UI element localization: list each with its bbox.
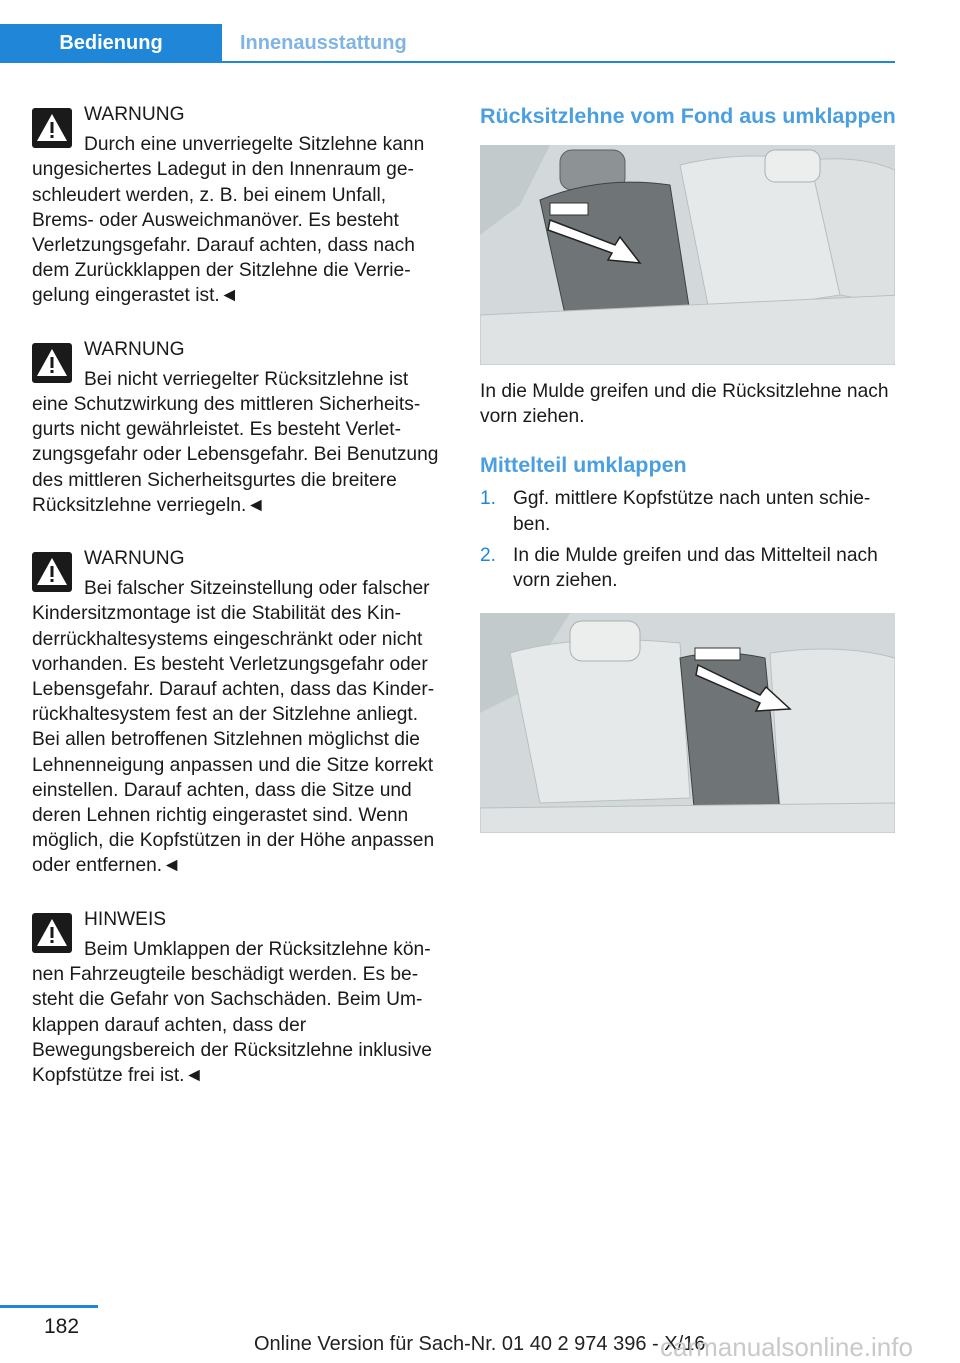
notice-title: HINWEIS: [84, 908, 167, 930]
list-item: [480, 543, 896, 593]
watermark: carmanualsonline.info: [660, 1332, 913, 1362]
warning-block: [32, 102, 448, 309]
step-text: In die Mulde greifen und das Mittelteil nach vorn ziehen.: [513, 544, 878, 592]
steps-list: [480, 486, 896, 593]
warning-triangle-icon: [32, 552, 72, 592]
warning-text: Durch eine unverriegelte Sitzlehne kann ungesichertes Ladegut in den Innenraum geschleudert werden, z. B. bei einem Unfall, Brems- oder Ausweichmanöver. Es besteht Verletzungsgefahr. Darauf achten, dass nach dem Zurückklappen der Sitzlehne die Verriegelung eingerastet ist.◄: [32, 134, 425, 307]
list-item: [480, 486, 896, 536]
step-number: 2.: [480, 544, 497, 566]
section-heading-fold-center: Mittelteil umklappen: [480, 453, 687, 478]
rear-seat-backrest-illustration: [480, 145, 895, 365]
step-text: Ggf. mittlere Kopfstütze nach unten schieben.: [513, 488, 871, 535]
fold-backrest-caption: In die Mulde greifen und die Rücksitzlehne nach vorn ziehen.: [480, 381, 889, 428]
footer-rule: [0, 1305, 98, 1308]
online-version-text: Online Version für Sach-Nr. 01 40 2 974 396 - X/16: [254, 1333, 706, 1355]
warning-triangle-icon: [32, 913, 72, 953]
header-rule: [0, 61, 895, 63]
warning-triangle-icon: [32, 108, 72, 148]
section-heading-fold-backrest: Rücksitzlehne vom Fond aus umklappen: [480, 104, 896, 128]
warning-triangle-icon: [32, 343, 72, 383]
tab-bedienung[interactable]: Bedienung: [0, 24, 222, 62]
warning-title: WARNUNG: [84, 338, 185, 360]
page-number: 182: [44, 1315, 80, 1338]
warning-title: WARNUNG: [84, 104, 185, 125]
notice-text: Beim Umklappen der Rücksitzlehne können Fahrzeugteile beschädigt werden. Es besteht die Gefahr von Sachschäden. Beim Umklappen darauf achten, dass der Bewegungsbereich der Rücksitzlehne inklusive Kopfstütze frei ist.◄: [32, 938, 432, 1086]
tab-innenausstattung[interactable]: Innenausstattung: [240, 31, 407, 54]
center-section-illustration: [480, 613, 895, 833]
instructions-column: [480, 100, 896, 833]
step-number: 1.: [480, 488, 497, 510]
page-header: [0, 0, 960, 64]
notice-block: [32, 907, 448, 1088]
warnings-column: [32, 100, 448, 1116]
warning-title: WARNUNG: [84, 548, 185, 570]
warning-text: Bei nicht verriegelter Rücksitzlehne ist eine Schutzwirkung des mittleren Sicherheitsgurts nicht gewährleistet. Es besteht Verletzungsgefahr oder Lebensgefahr. Bei Benutzung des mittleren Sicherheitsgurtes die breitere Rücksitzlehne verriegeln.◄: [32, 368, 439, 516]
warning-text: Bei falscher Sitzeinstellung oder falscher Kindersitzmontage ist die Stabilität des Kinderrückhaltesystems eingeschränkt oder nicht vorhanden. Es besteht Verletzungsgefahr oder Lebensgefahr. Darauf achten, dass das Kinderrückhaltesystem fest an der Sitzlehne anliegt. Bei allen betroffenen Sitzlehnen möglichst die Lehnenneigung anpassen und die Sitze korrekt einstellen. Darauf achten, dass die Sitze und deren Lehnen richtig eingerastet sind. Wenn möglich, die Kopfstützen in der Höhe anpassen oder entfernen.◄: [32, 578, 435, 877]
warning-block: [32, 337, 448, 518]
warning-block: [32, 546, 448, 879]
